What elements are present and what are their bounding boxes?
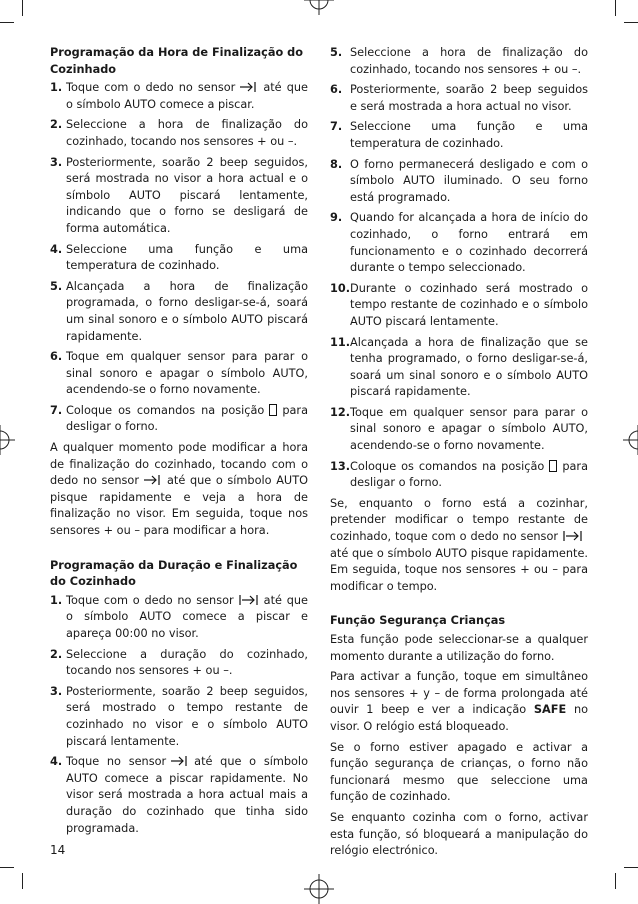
list-item: 8. O forno permanecerá desligado e com o símbolo AUTO iluminado. O seu forno está programado. — [330, 157, 588, 204]
end-time-sensor-icon — [239, 81, 259, 93]
list-item: 6. Toque em qualquer sensor para parar o sinal sonoro e apagar o símbolo AUTO, acendendo-se o forno novamente. — [50, 350, 308, 397]
modify-duration-paragraph: Se, enquanto o forno está a cozinhar, pretender modificar o tempo restante de cozinhado, toque com o dedo no sensoraté que o símbolo AUTO pisque rapidamente. Em seguida, toque nos sensores + ou – para modificar o tempo. — [330, 496, 588, 593]
end-time-sensor-icon — [143, 474, 163, 486]
right-column — [330, 45, 588, 864]
list-item: 5. Seleccione a hora de finalização do cozinhado, tocando nos sensores + ou –. — [330, 46, 588, 76]
list-item: 10. Durante o cozinhado será mostrado o tempo restante de cozinhado e o símbolo AUTO piscará lentamente. — [330, 281, 588, 328]
list-item: 2. Seleccione a duração do cozinhado, tocando nos sensores + ou –. — [50, 647, 308, 678]
registration-mark-right — [623, 425, 638, 455]
crop-mark-bottom-right — [615, 873, 616, 889]
duration-sensor-icon — [562, 530, 584, 542]
child-safety-activate: Para activar a função, toque em simultâneo nos sensores + y – de forma prolongada até ouvir 1 beep e ver a indicação SAFE no visor. O relógio está bloqueado. — [330, 670, 589, 733]
list-item: 3. Posteriormente, soarão 2 beep seguidos, será mostrado o tempo restante de cozinhado no visor e o símbolo AUTO piscará lentamente. — [50, 684, 308, 748]
duration-steps — [50, 593, 308, 837]
registration-mark-bottom — [304, 874, 334, 904]
child-safety-intro: Esta função pode seleccionar-se a qualquer momento durante a utilização do forno. — [330, 633, 588, 663]
page-number: 14 — [50, 843, 66, 857]
registration-mark-left — [0, 425, 15, 455]
list-item: 13. Coloque os comandos na posição para desligar o forno. — [330, 459, 588, 490]
safe-indicator: SAFE — [533, 703, 567, 717]
crop-mark-bottom-left — [22, 873, 23, 889]
crop-mark-right-bottom — [624, 867, 638, 868]
crop-mark-left-top — [0, 22, 14, 23]
end-time-steps — [50, 80, 308, 436]
list-item: 1. Toque com o dedo no sensor até que o símbolo AUTO comece a piscar. — [50, 81, 308, 111]
modify-end-time-paragraph: A qualquer momento pode modificar a hora de finalização do cozinhado, tocando com o dedo no sensor até que o símbolo AUTO pisque rapidamente e veja a hora de finalização no visor. Em seguida, toque nos sensores + ou – para modificar a hora. — [50, 441, 308, 538]
off-position-icon — [268, 404, 278, 416]
off-position-icon — [548, 460, 558, 472]
registration-mark-top — [304, 0, 334, 15]
child-safety-while-cooking: Se enquanto cozinha com o forno, activar esta função, só bloqueará a manipulação do relógio electrónico. — [330, 810, 588, 858]
section-title-duration-end: Programação da Duração e Finalização do Cozinhado — [50, 558, 298, 589]
duration-sensor-icon — [238, 594, 260, 606]
list-item: 12. Toque em qualquer sensor para parar o sinal sonoro e apagar o símbolo AUTO, acendendo-se o forno novamente. — [330, 405, 588, 453]
list-item: 3. Posteriormente, soarão 2 beep seguidos, será mostrada no visor a hora actual e o símbolo AUTO piscará lentamente, indicando que o forno se desligará de forma automática. — [50, 155, 308, 235]
crop-mark-right-top — [624, 22, 638, 23]
list-item: 9. Quando for alcançada a hora de início do cozinhado, o forno entrará em funcionamento e o cozinhado decorrerá durante o tempo seleccionado. — [330, 211, 588, 275]
end-time-sensor-icon — [170, 755, 190, 767]
section-title-end-time: Programação da Hora de Finalização do Cozinhado — [50, 46, 304, 76]
list-item: 1. Toque com o dedo no sensor até que o símbolo AUTO comece a piscar e apareça 00:00 no visor. — [50, 593, 308, 640]
left-column — [50, 45, 308, 841]
list-item: 7. Seleccione uma função e uma temperatura de cozinhado. — [330, 120, 588, 150]
section-title-child-safety: Função Segurança Crianças — [330, 614, 506, 628]
list-item: 4. Toque no sensor até que o símbolo AUTO comece a piscar rapidamente. No visor será mostrada a hora actual mais a duração do cozinhado que tinha sido programada. — [50, 755, 308, 835]
list-item: 11. Alcançada a hora de finalização que se tenha programado, o forno desligar-se-á, soará um sinal sonoro e o símbolo AUTO piscará rapidamente. — [330, 335, 588, 399]
list-item: 4. Seleccione uma função e uma temperatura de cozinhado. — [50, 242, 308, 273]
crop-mark-top-right — [615, 0, 616, 16]
list-item: 5. Alcançada a hora de finalização programada, o forno desligar-se-á, soará um sinal sonoro e o símbolo AUTO piscará rapidamente. — [50, 279, 308, 343]
duration-steps-continued — [330, 45, 588, 492]
child-safety-oven-off: Se o forno estiver apagado e activar a função segurança de crianças, o forno não funcionará mesmo que seleccione uma função de cozinhado. — [330, 740, 588, 804]
list-item: 2. Seleccione a hora de finalização do cozinhado, tocando nos sensores + ou –. — [50, 118, 308, 148]
list-item: 7. Coloque os comandos na posição para desligar o forno. — [50, 403, 308, 434]
list-item: 6. Posteriormente, soarão 2 beep seguidos e será mostrada a hora actual no visor. — [330, 83, 588, 113]
crop-mark-top-left — [22, 0, 23, 16]
crop-mark-left-bottom — [0, 867, 14, 868]
